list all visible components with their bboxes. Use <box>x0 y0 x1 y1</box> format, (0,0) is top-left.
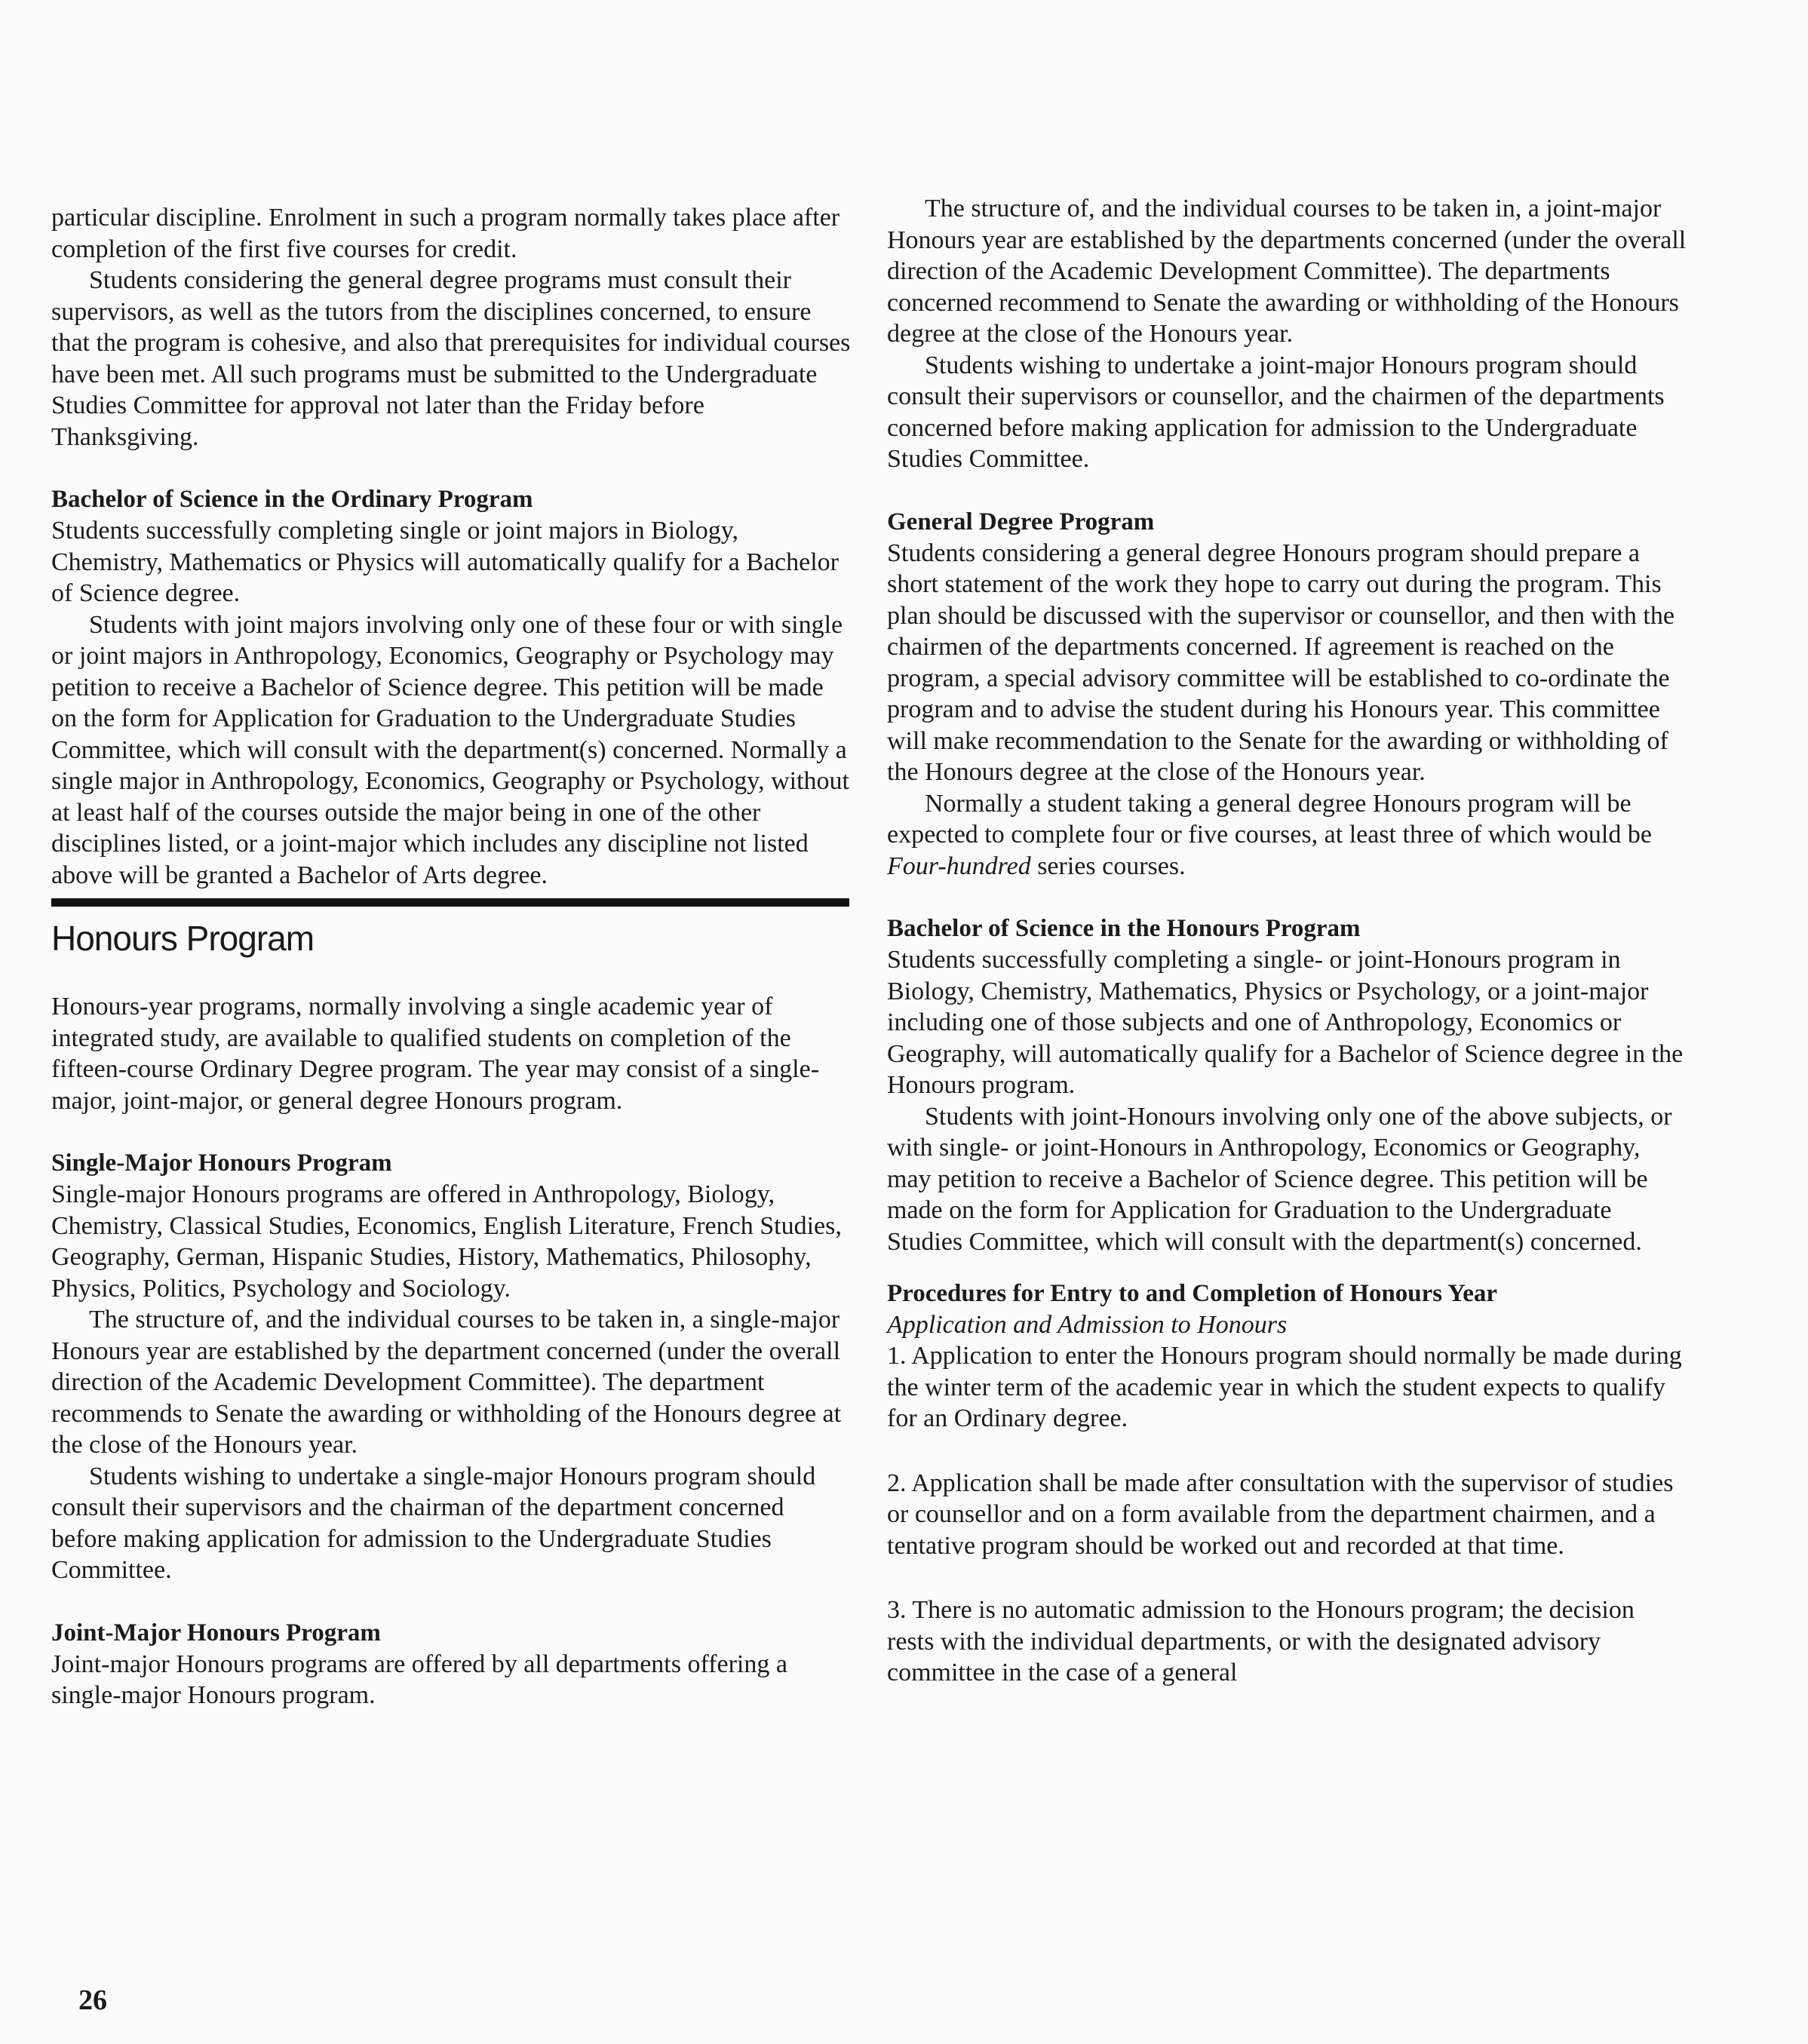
right-column <box>887 193 1687 1689</box>
procedures-heading: Procedures for Entry to and Completion of Honours Year <box>887 1280 1498 1307</box>
left-column <box>51 202 851 1711</box>
general-degree-paragraph-2 <box>887 788 1687 882</box>
general-degree-paragraph-1: Students considering a general degree Honours program should prepare a short statement of the work they hope to carry out during the program. This plan should be discussed with the supervisor or counsellor, and then with the chairmen of the departments concerned. If agreement is reached on the program, a special advisory committee will be established to co-ordinate the program and to advise the student during his Honours year. This committee will make recommendation to the Senate for the awarding or withholding of the Honours degree at the close of the Honours year. <box>887 539 1674 786</box>
application-admission-subheading: Application and Admission to Honours <box>887 1311 1288 1339</box>
joint-major-paragraph-3: Students wishing to undertake a joint-major Honours program should consult their supervisors or counsellor, and the chairmen of the departments concerned before making application for admission to the Undergraduate Studies Committee. <box>887 351 1665 473</box>
procedure-item-2: 2. Application shall be made after consultation with the supervisor of studies or counsellor and on a form available from the department chairmen, and a tentative program should be worked out and recorded at that time. <box>887 1469 1674 1560</box>
bsc-ordinary-paragraph-2: Students with joint majors involving only one of these four or with single or joint majors in Anthropology, Economics, Geography or Psychology may petition to receive a Bachelor of Science degree. This petition will be made on the form for Application for Graduation to the Undergraduate Studies Committee, which will consult with the department(s) concerned. Normally a single major in Anthropology, Economics, Geography or Psychology, without at least half of the courses outside the major being in one of the other disciplines listed, or a joint-major which includes any discipline not listed above will be granted a Bachelor of Arts degree. <box>51 610 849 889</box>
single-major-paragraph-3: Students wishing to undertake a single-major Honours program should consult their supervisors and the chairman of the department concerned before making application for admission to the Undergraduate Studies Committee. <box>51 1462 816 1584</box>
intro-paragraph-2: Students considering the general degree programs must consult their supervisors, as well as the tutors from the disciplines concerned, to ensure that the program is cohesive, and also that prerequisites for individual courses have been met. All such programs must be submitted to the Undergraduate Studies Committee for approval not later than the Friday before Thanksgiving. <box>51 266 851 451</box>
general-degree-heading: General Degree Program <box>887 508 1155 536</box>
bsc-honours-paragraph-2: Students with joint-Honours involving only one of the above subjects, or with single- or joint-Honours in Anthropology, Economics or Geography, may petition to receive a Bachelor of Science degree. This petition will be made on the form for Application for Graduation to the Undergraduate Studies Committee, which will consult with the department(s) concerned. <box>887 1102 1672 1256</box>
bsc-ordinary-heading: Bachelor of Science in the Ordinary Program <box>51 486 533 513</box>
honours-intro-paragraph: Honours-year programs, normally involving a single academic year of integrated study, are available to qualified students on completion of the fifteen-course Ordinary Degree program. The year may consist of a single-major, joint-major, or general degree Honours program. <box>51 993 820 1115</box>
general-degree-text-before: Normally a student taking a general degree Honours program will be expected to complete four or five courses, at least three of which would be <box>887 789 1652 849</box>
bsc-honours-heading: Bachelor of Science in the Honours Program <box>887 915 1361 942</box>
joint-major-paragraph-2: The structure of, and the individual courses to be taken in, a joint-major Honours year are established by the departments concerned (under the overall direction of the Academic Development Committee). The departments concerned recommend to Senate the awarding or withholding of the Honours degree at the close of the Honours year. <box>887 195 1687 348</box>
joint-major-paragraph-1: Joint-major Honours programs are offered by all departments offering a single-major Honours program. <box>51 1650 787 1709</box>
bsc-honours-paragraph-1: Students successfully completing a single- or joint-Honours program in Biology, Chemistry, Mathematics, Physics or Psychology, or a joint-major including one of those subjects and one of Anthropology, Economics or Geography, will automatically qualify for a Bachelor of Science degree in the Honours program. <box>887 946 1684 1099</box>
single-major-paragraph-1: Single-major Honours programs are offered in Anthropology, Biology, Chemistry, Classical Studies, Economics, English Literature, French Studies, Geography, German, Hispanic Studies, History, Mathematics, Philosophy, Physics, Politics, Psychology and Sociology. <box>51 1180 842 1303</box>
procedure-item-3: 3. There is no automatic admission to the Honours program; the decision rests with the individual departments, or with the designated advisory committee in the case of a general <box>887 1596 1635 1686</box>
honours-program-title: Honours Program <box>51 919 315 958</box>
page-number: 26 <box>78 1984 107 2016</box>
general-degree-text-after: series courses. <box>1030 852 1186 880</box>
section-divider-rule <box>51 898 849 907</box>
single-major-paragraph-2: The structure of, and the individual courses to be taken in, a single-major Honours year are established by the department concerned (under the overall direction of the Academic Development Committee). The department recommends to Senate the awarding or withholding of the Honours degree at the close of the Honours year. <box>51 1306 842 1459</box>
bsc-ordinary-paragraph-1: Students successfully completing single or joint majors in Biology, Chemistry, Mathematics or Physics will automatically qualify for a Bachelor of Science degree. <box>51 517 839 607</box>
intro-paragraph-1: particular discipline. Enrolment in such a program normally takes place after completion of the first five courses for credit. <box>51 204 840 263</box>
single-major-heading: Single-Major Honours Program <box>51 1149 392 1177</box>
procedure-item-1: 1. Application to enter the Honours program should normally be made during the winter term of the academic year in which the student expects to qualify for an Ordinary degree. <box>887 1342 1682 1432</box>
four-hundred-italic: Four-hundred <box>887 852 1031 880</box>
joint-major-heading: Joint-Major Honours Program <box>51 1619 381 1647</box>
